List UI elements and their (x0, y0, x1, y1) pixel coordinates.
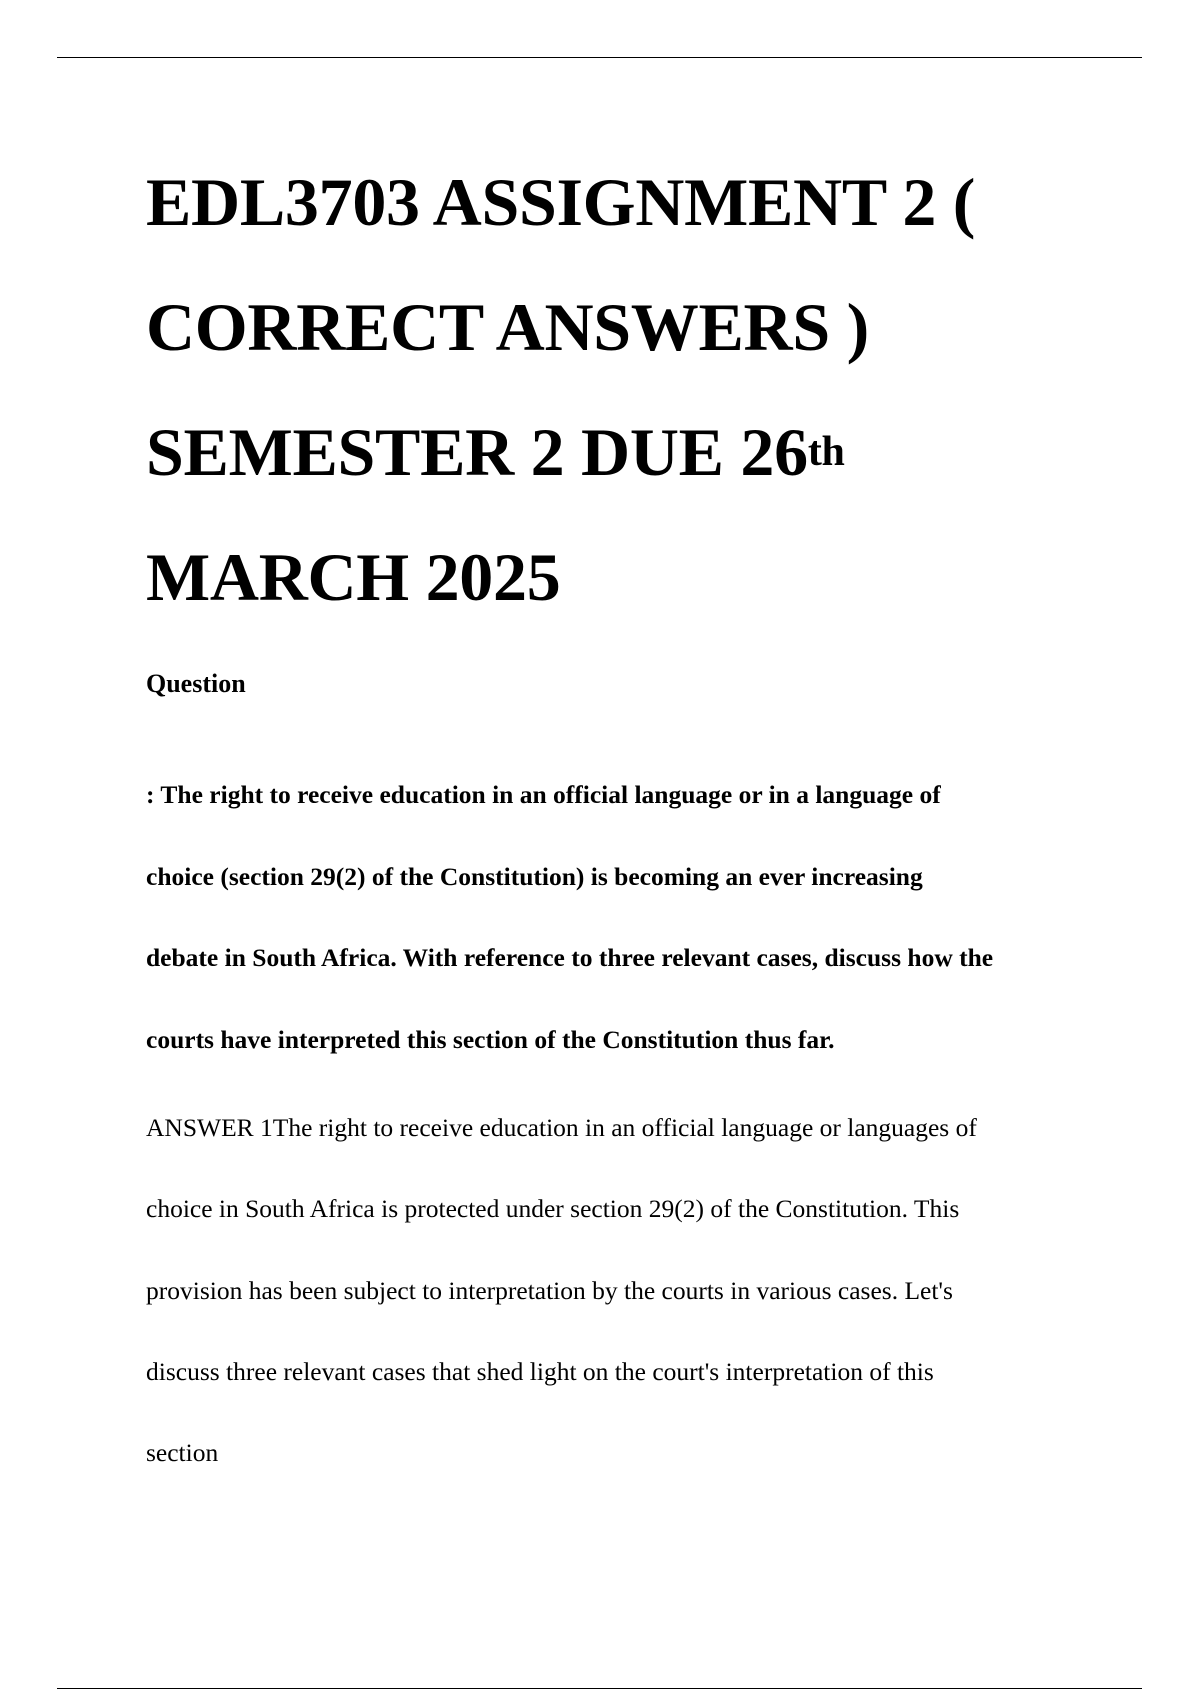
question-line: debate in South Africa. With reference to three relevant cases, discuss how the (146, 943, 994, 972)
answer-line: choice in South Africa is protected under section 29(2) of the Constitution. This (146, 1194, 960, 1224)
answer-line: provision has been subject to interpretation by the courts in various cases. Let's (146, 1275, 953, 1305)
bottom-rule (57, 1688, 1142, 1689)
answer-line: section (146, 1438, 219, 1468)
answer-line: ANSWER 1The right to receive education in an official language or languages of (146, 1113, 977, 1142)
question-line: courts have interpreted this section of the Constitution thus far. (146, 1024, 835, 1054)
question-label: Question (146, 669, 246, 698)
title-superscript: th (807, 429, 845, 475)
title-line: MARCH 2025 (146, 539, 561, 615)
question-text (146, 754, 1106, 1080)
question-line: choice (section 29(2) of the Constitution) is becoming an ever increasing (146, 861, 923, 891)
question-line: : The right to receive education in an official language or in a language of (146, 780, 941, 809)
title-line: CORRECT ANSWERS ) (146, 289, 869, 365)
document-title (146, 140, 975, 640)
answer-line: discuss three relevant cases that shed light on the court's interpretation of this (146, 1356, 934, 1386)
title-line-text: SEMESTER 2 DUE 26 (146, 414, 808, 490)
title-line (146, 390, 975, 515)
top-rule (57, 57, 1142, 58)
answer-text (146, 1087, 1106, 1493)
title-line: EDL3703 ASSIGNMENT 2 ( (146, 164, 976, 240)
